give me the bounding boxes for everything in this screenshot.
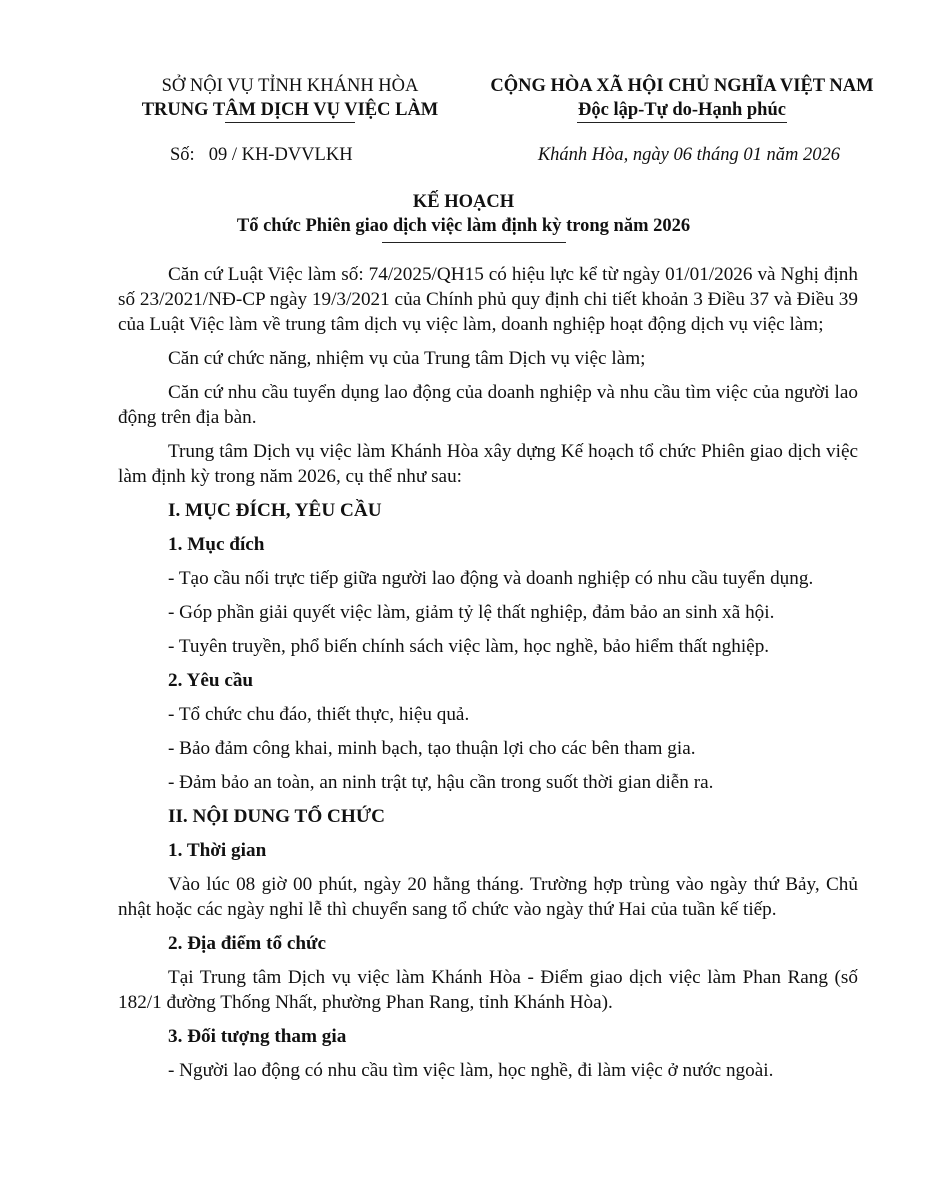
list-item: - Người lao động có nhu cầu tìm việc làm, học nghề, đi làm việc ở nước ngoài.	[168, 1060, 774, 1081]
document-type: KẾ HOẠCH	[412, 192, 515, 212]
number-suffix: / KH-DVVLKH	[231, 145, 353, 165]
subtitle-underline	[382, 242, 566, 243]
date-prefix: Khánh Hòa, ngày	[537, 145, 669, 165]
national-motto-block	[462, 74, 902, 123]
motto-underline	[577, 122, 787, 123]
list-item: - Tạo cầu nối trực tiếp giữa người lao động và doanh nghiệp có nhu cầu tuyển dụng.	[168, 568, 814, 589]
section-heading-2: II. NỘI DUNG TỔ CHỨC	[168, 806, 385, 827]
subheading-location: 2. Địa điểm tổ chức	[168, 933, 327, 954]
list-item: - Góp phần giải quyết việc làm, giảm tỷ lệ thất nghiệp, đảm bảo an sinh xã hội.	[168, 602, 775, 623]
list-item: - Tổ chức chu đáo, thiết thực, hiệu quả.	[168, 704, 470, 725]
paragraph-legal-basis-2: Căn cứ chức năng, nhiệm vụ của Trung tâm Dịch vụ việc làm;	[168, 348, 646, 369]
date-suffix: tháng 01 năm 2026	[696, 145, 840, 165]
subheading-time: 1. Thời gian	[168, 840, 267, 861]
list-item: - Bảo đảm công khai, minh bạch, tạo thuận lợi cho các bên tham gia.	[168, 738, 696, 759]
paragraph-location: Tại Trung tâm Dịch vụ việc làm Khánh Hòa - Điểm giao dịch việc làm Phan Rang (số 182/1 đường Thống Nhất, phường Phan Rang, tỉnh Khánh Hòa).	[118, 967, 858, 1013]
document-body	[118, 262, 858, 1092]
list-item: - Đảm bảo an toàn, an ninh trật tự, hậu cần trong suốt thời gian diễn ra.	[168, 772, 714, 793]
paragraph-legal-basis-1: Căn cứ Luật Việc làm số: 74/2025/QH15 có hiệu lực kể từ ngày 01/01/2026 và Nghị định số 23/2021/NĐ-CP ngày 19/3/2021 của Chính phủ quy định chi tiết khoản 3 Điều 37 và Điều 39 của Luật Việc làm về trung tâm dịch vụ việc làm, doanh nghiệp hoạt động dịch vụ việc làm;	[118, 264, 858, 335]
country-name: CỘNG HÒA XÃ HỘI CHỦ NGHĨA VIỆT NAM	[490, 76, 874, 96]
agency-name: TRUNG TÂM DỊCH VỤ VIỆC LÀM	[141, 100, 439, 120]
document-subtitle: Tổ chức Phiên giao dịch việc làm định kỳ trong năm 2026	[236, 216, 691, 236]
paragraph-intro: Trung tâm Dịch vụ việc làm Khánh Hòa xây dựng Kế hoạch tổ chức Phiên giao dịch việc làm định kỳ trong năm 2026, cụ thể như sau:	[118, 441, 858, 487]
subheading-purpose: 1. Mục đích	[168, 534, 265, 555]
document-number	[170, 145, 353, 166]
national-motto: Độc lập-Tự do-Hạnh phúc	[578, 100, 786, 120]
document-date	[538, 145, 840, 166]
agency-underline	[225, 122, 355, 123]
list-item: - Tuyên truyền, phổ biến chính sách việc làm, học nghề, bảo hiểm thất nghiệp.	[168, 636, 770, 657]
parent-agency: SỞ NỘI VỤ TỈNH KHÁNH HÒA	[161, 76, 419, 96]
number-label: Số:	[170, 145, 195, 165]
date-day: 06	[673, 145, 692, 165]
issuing-agency-block	[100, 74, 480, 123]
number-value: 09	[208, 145, 228, 165]
paragraph-time: Vào lúc 08 giờ 00 phút, ngày 20 hằng tháng. Trường hợp trùng vào ngày thứ Bảy, Chủ nhật hoặc các ngày nghỉ lễ thì chuyển sang tổ chức vào ngày thứ Hai của tuần kế tiếp.	[118, 874, 858, 920]
section-heading-1: I. MỤC ĐÍCH, YÊU CẦU	[168, 500, 382, 521]
paragraph-legal-basis-3: Căn cứ nhu cầu tuyển dụng lao động của doanh nghiệp và nhu cầu tìm việc của người lao động trên địa bàn.	[118, 382, 858, 428]
subheading-participants: 3. Đối tượng tham gia	[168, 1026, 347, 1047]
subheading-requirements: 2. Yêu cầu	[168, 670, 254, 691]
